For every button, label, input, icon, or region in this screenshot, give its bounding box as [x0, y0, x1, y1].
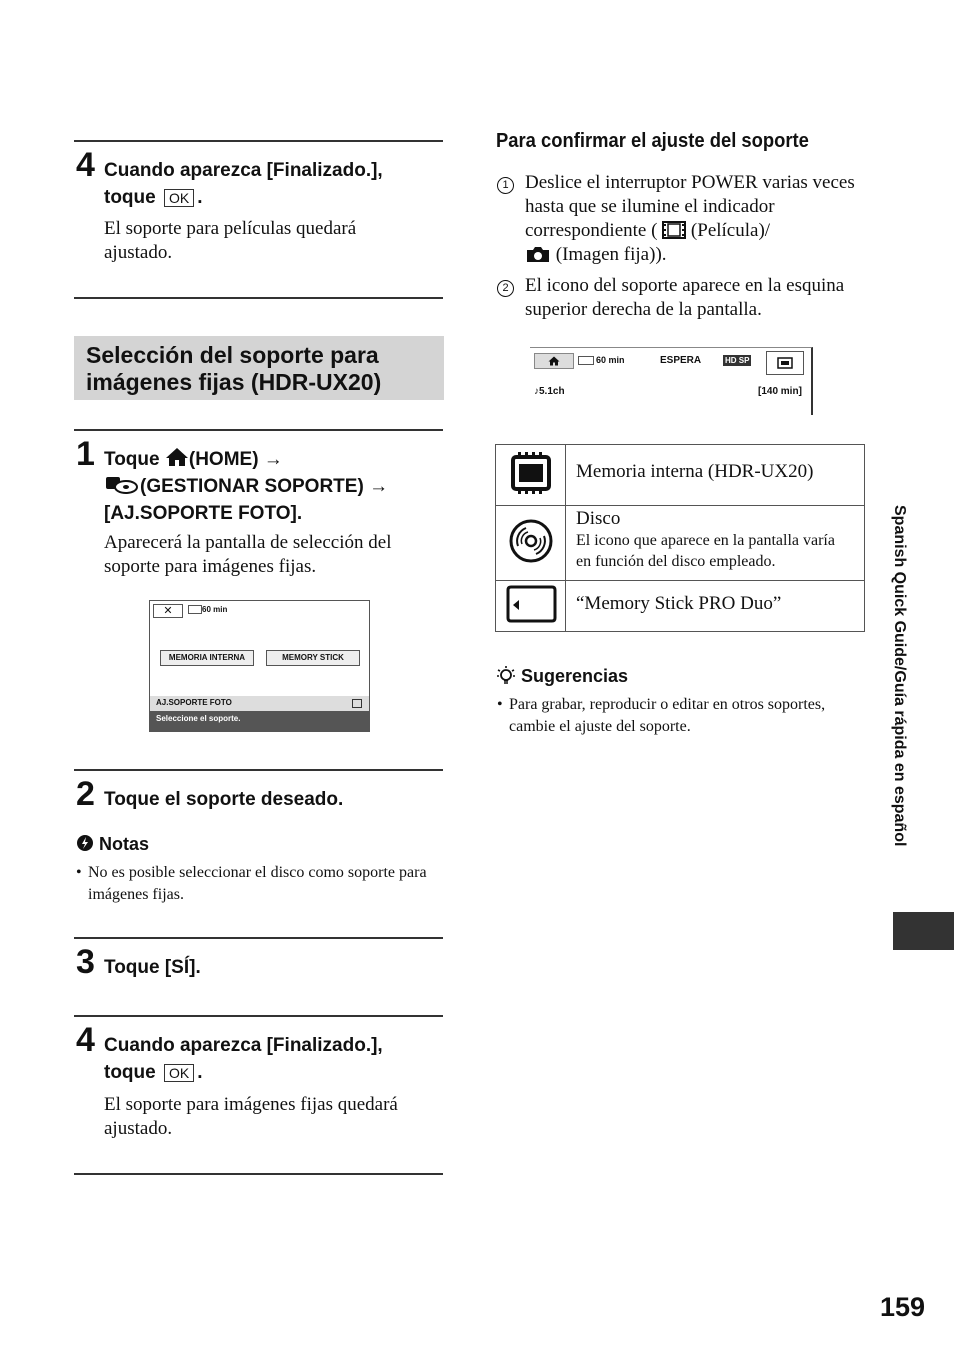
memory-stick-icon [504, 584, 558, 624]
side-tab-marker [893, 912, 954, 950]
disc-icon [508, 518, 554, 564]
divider [74, 140, 443, 142]
battery-icon [188, 605, 202, 614]
section-title-text: Selección del soporte para imágenes fijas (HDR-UX20) [86, 342, 382, 395]
step-text: Toque [104, 449, 160, 470]
table-cell [566, 581, 865, 632]
step-heading-line1: Cuando aparezca [Finalizado.], [104, 1035, 383, 1056]
internal-memory-button[interactable]: MEMORIA INTERNA [160, 650, 254, 666]
status-text: ESPERA [660, 355, 702, 366]
section-title [74, 336, 444, 400]
icon-cell [496, 445, 566, 506]
punct: . [197, 187, 203, 208]
movie-icon [662, 221, 686, 239]
lcd-screen-select-media [149, 600, 370, 732]
step-heading [104, 446, 444, 527]
table-row [496, 445, 865, 506]
step-heading [104, 1032, 444, 1086]
memory-stick-button[interactable]: MEMORY STICK [266, 650, 360, 666]
divider [74, 429, 443, 431]
step-heading [104, 157, 444, 211]
notes-item: No es posible seleccionar el disco como soporte para imágenes fijas. [88, 864, 427, 903]
tips-item: Para grabar, reproducir o editar en otros soportes, cambie el ajuste del soporte. [509, 696, 826, 735]
media-name: Memoria interna (HDR-UX20) [576, 461, 814, 482]
remaining-time: 60 min [202, 605, 228, 614]
notes-heading [76, 834, 149, 855]
table-cell [566, 445, 865, 506]
camera-icon [525, 245, 551, 263]
divider [74, 297, 443, 299]
divider [74, 1173, 443, 1175]
lcd-screen-standby [530, 347, 813, 415]
notes-icon [76, 834, 94, 852]
remaining-time: 60 min [596, 355, 625, 365]
table-row [496, 581, 865, 632]
step-number: 1 [76, 435, 95, 473]
step-heading: Toque [SÍ]. [104, 957, 201, 978]
audio-mode: ♪5.1ch [534, 386, 565, 397]
prompt-bar [150, 711, 369, 731]
circled-number: 2 [497, 280, 514, 297]
item-number [497, 278, 514, 297]
icon-cell [496, 581, 566, 632]
memory-icon [352, 699, 362, 708]
item-text: El icono del soporte aparece en la esquina superior derecha de la pantalla. [525, 275, 845, 320]
divider [74, 1015, 443, 1017]
item-text [525, 171, 865, 267]
step-heading-line2: toque [104, 187, 156, 208]
divider [74, 769, 443, 771]
media-indicator [766, 351, 804, 375]
item-number [497, 175, 514, 194]
table-cell [566, 506, 865, 581]
battery-icon [578, 356, 594, 365]
item-text-b: (Película)/ [690, 220, 771, 241]
step-body: El soporte para imágenes fijas quedará ajustado. [104, 1094, 398, 1139]
step-number: 4 [76, 1021, 95, 1059]
circled-number: 1 [497, 177, 514, 194]
step-text: (HOME) → [188, 449, 283, 470]
label-bar [150, 696, 369, 711]
step-body: El soporte para películas quedará ajustado. [104, 218, 357, 263]
media-note: El icono que aparece en la pantalla varía en función del disco empleado. [576, 532, 835, 570]
media-name: Disco [576, 508, 621, 529]
table-row [496, 506, 865, 581]
right-heading: Para confirmar el ajuste del soporte [496, 130, 809, 152]
step-text: [AJ.SOPORTE FOTO]. [104, 503, 303, 524]
ok-button-glyph: OK [164, 1064, 194, 1082]
memory-icon [777, 356, 793, 370]
screen-prompt: Seleccione el soporte. [156, 714, 241, 723]
home-icon [165, 447, 189, 467]
bullet: • [497, 696, 503, 713]
close-button[interactable]: ✕ [153, 604, 183, 618]
step-number: 2 [76, 775, 95, 813]
memory-icon [508, 451, 554, 495]
icon-cell [496, 506, 566, 581]
home-button[interactable] [534, 353, 574, 369]
step-body: Aparecerá la pantalla de selección del soporte para imágenes fijas. [104, 532, 392, 577]
ok-button-glyph: OK [164, 189, 194, 207]
step-number: 3 [76, 943, 95, 981]
lightbulb-icon [496, 665, 516, 685]
screen-label: AJ.SOPORTE FOTO [156, 698, 232, 707]
step-heading-line2: toque [104, 1062, 156, 1083]
tips-heading [496, 665, 628, 687]
step-text: (GESTIONAR SOPORTE) → [140, 476, 389, 497]
media-table [495, 444, 865, 632]
quality-badge: HD SP [725, 356, 750, 365]
remaining-capacity: [140 min] [758, 386, 802, 397]
page-number: 159 [880, 1292, 926, 1322]
side-tab-label: Spanish Quick Guide/Guía rápida en español [891, 505, 908, 847]
home-icon [548, 356, 560, 366]
item-text-a: Deslice el interruptor POWER varias veces hasta que se ilumine el indicador correspondiente ( [525, 172, 855, 241]
step-number: 4 [76, 146, 95, 184]
item-text-c: (Imagen fija)). [555, 244, 667, 265]
step-heading-line1: Cuando aparezca [Finalizado.], [104, 160, 383, 181]
punct: . [197, 1062, 203, 1083]
manage-media-icon [104, 475, 140, 495]
media-name: “Memory Stick PRO Duo” [576, 593, 782, 614]
tips-title: Sugerencias [521, 666, 629, 686]
step-heading: Toque el soporte deseado. [104, 789, 344, 810]
bullet: • [76, 864, 82, 881]
divider [74, 937, 443, 939]
notes-title: Notas [99, 834, 150, 854]
